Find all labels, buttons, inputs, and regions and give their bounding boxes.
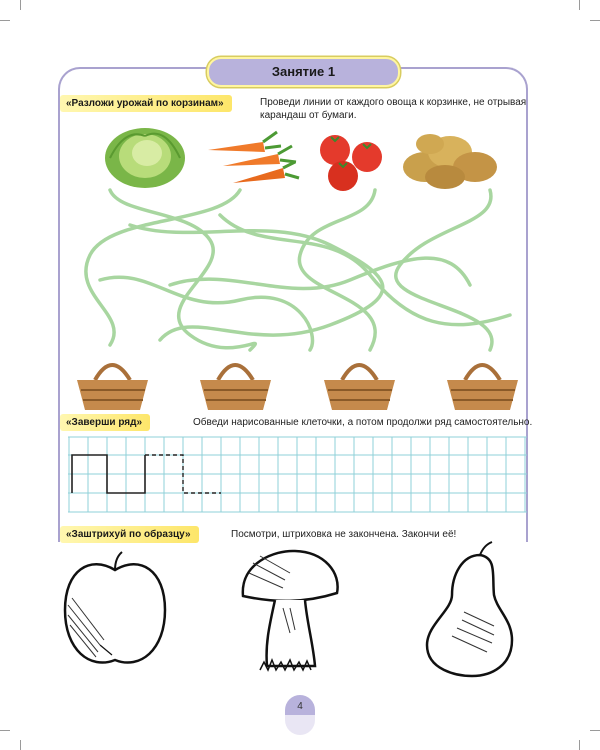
apple-icon	[60, 550, 170, 675]
basket-2-icon	[198, 355, 273, 415]
task-3-text: Посмотри, штриховка не закончена. Закончи её!	[231, 529, 457, 540]
basket-4-icon	[445, 355, 520, 415]
mushroom-icon	[235, 548, 345, 678]
pear-icon	[422, 540, 517, 680]
task-2-tag: «Заверши ряд»	[60, 414, 150, 431]
vegetable-maze	[70, 185, 530, 355]
task-3-tag: «Заштрихуй по образцу»	[60, 526, 199, 543]
task-1-text: Проведи линии от каждого овоща к корзинке, не отрывая карандаш от бумаги.	[260, 97, 527, 121]
task-1-tag: «Разложи урожай по корзинам»	[60, 95, 232, 112]
page-number: 4	[285, 695, 315, 735]
maze-path-potatoes	[396, 190, 492, 350]
task-2-text: Обведи нарисованные клеточки, а потом продолжи ряд самостоятельно.	[193, 417, 533, 428]
potatoes-icon	[400, 122, 500, 192]
pattern-grid	[68, 435, 528, 515]
lesson-title: Занятие 1	[207, 57, 400, 87]
tomatoes-icon	[315, 132, 390, 192]
basket-3-icon	[322, 355, 397, 415]
basket-1-icon	[75, 355, 150, 415]
cabbage-icon	[100, 118, 190, 193]
carrots-icon	[203, 128, 303, 190]
